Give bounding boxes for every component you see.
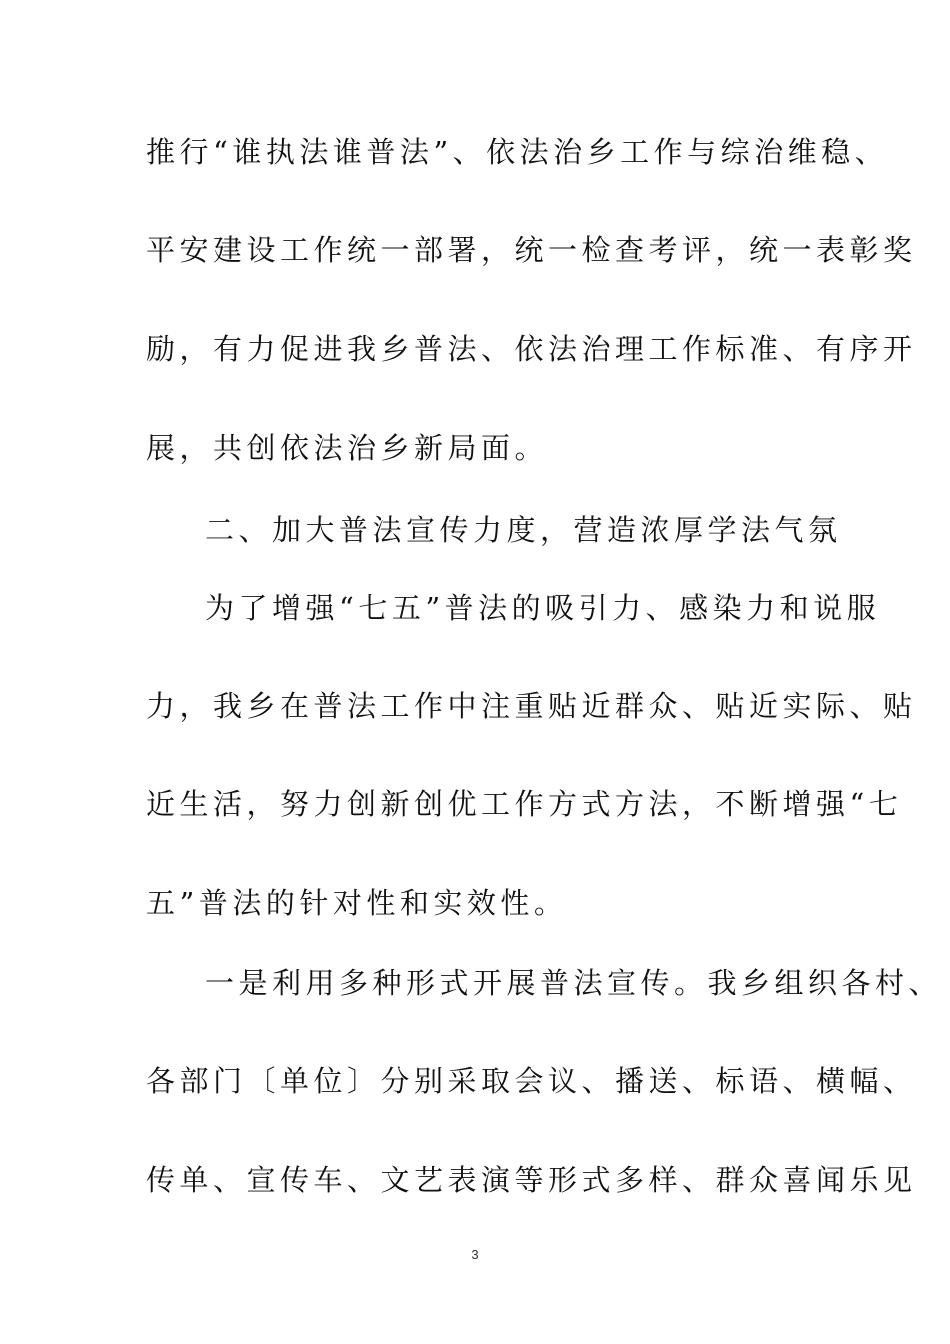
- text-line-4: 展，共创依法治乡新局面。: [146, 431, 549, 465]
- text-line-6: 为了增强“七五”普法的吸引力、感染力和说服: [205, 591, 881, 625]
- text-line-11: 各部门〔单位〕分别采取会议、播送、标语、横幅、: [146, 1064, 917, 1098]
- page-number: 3: [471, 1247, 479, 1262]
- text-line-12: 传单、宣传车、文艺表演等形式多样、群众喜闻乐见: [146, 1163, 917, 1197]
- text-line-1: 推行“谁执法谁普法”、依法治乡工作与综治维稳、: [146, 135, 889, 169]
- text-line-7: 力，我乡在普法工作中注重贴近群众、贴近实际、贴: [146, 689, 917, 723]
- text-line-9: 五”普法的针对性和实效性。: [146, 886, 568, 920]
- text-line-2: 平安建设工作统一部署，统一检查考评，统一表彰奖: [146, 233, 917, 267]
- section-heading: 二、加大普法宣传力度，营造浓厚学法气氛: [205, 513, 842, 547]
- text-line-3: 励，有力促进我乡普法、依法治理工作标准、有序开: [146, 332, 917, 366]
- text-line-10: 一是利用多种形式开展普法宣传。我乡组织各村、: [205, 966, 943, 1000]
- text-line-8: 近生活，努力创新创优工作方式方法，不断增强“七: [146, 787, 903, 821]
